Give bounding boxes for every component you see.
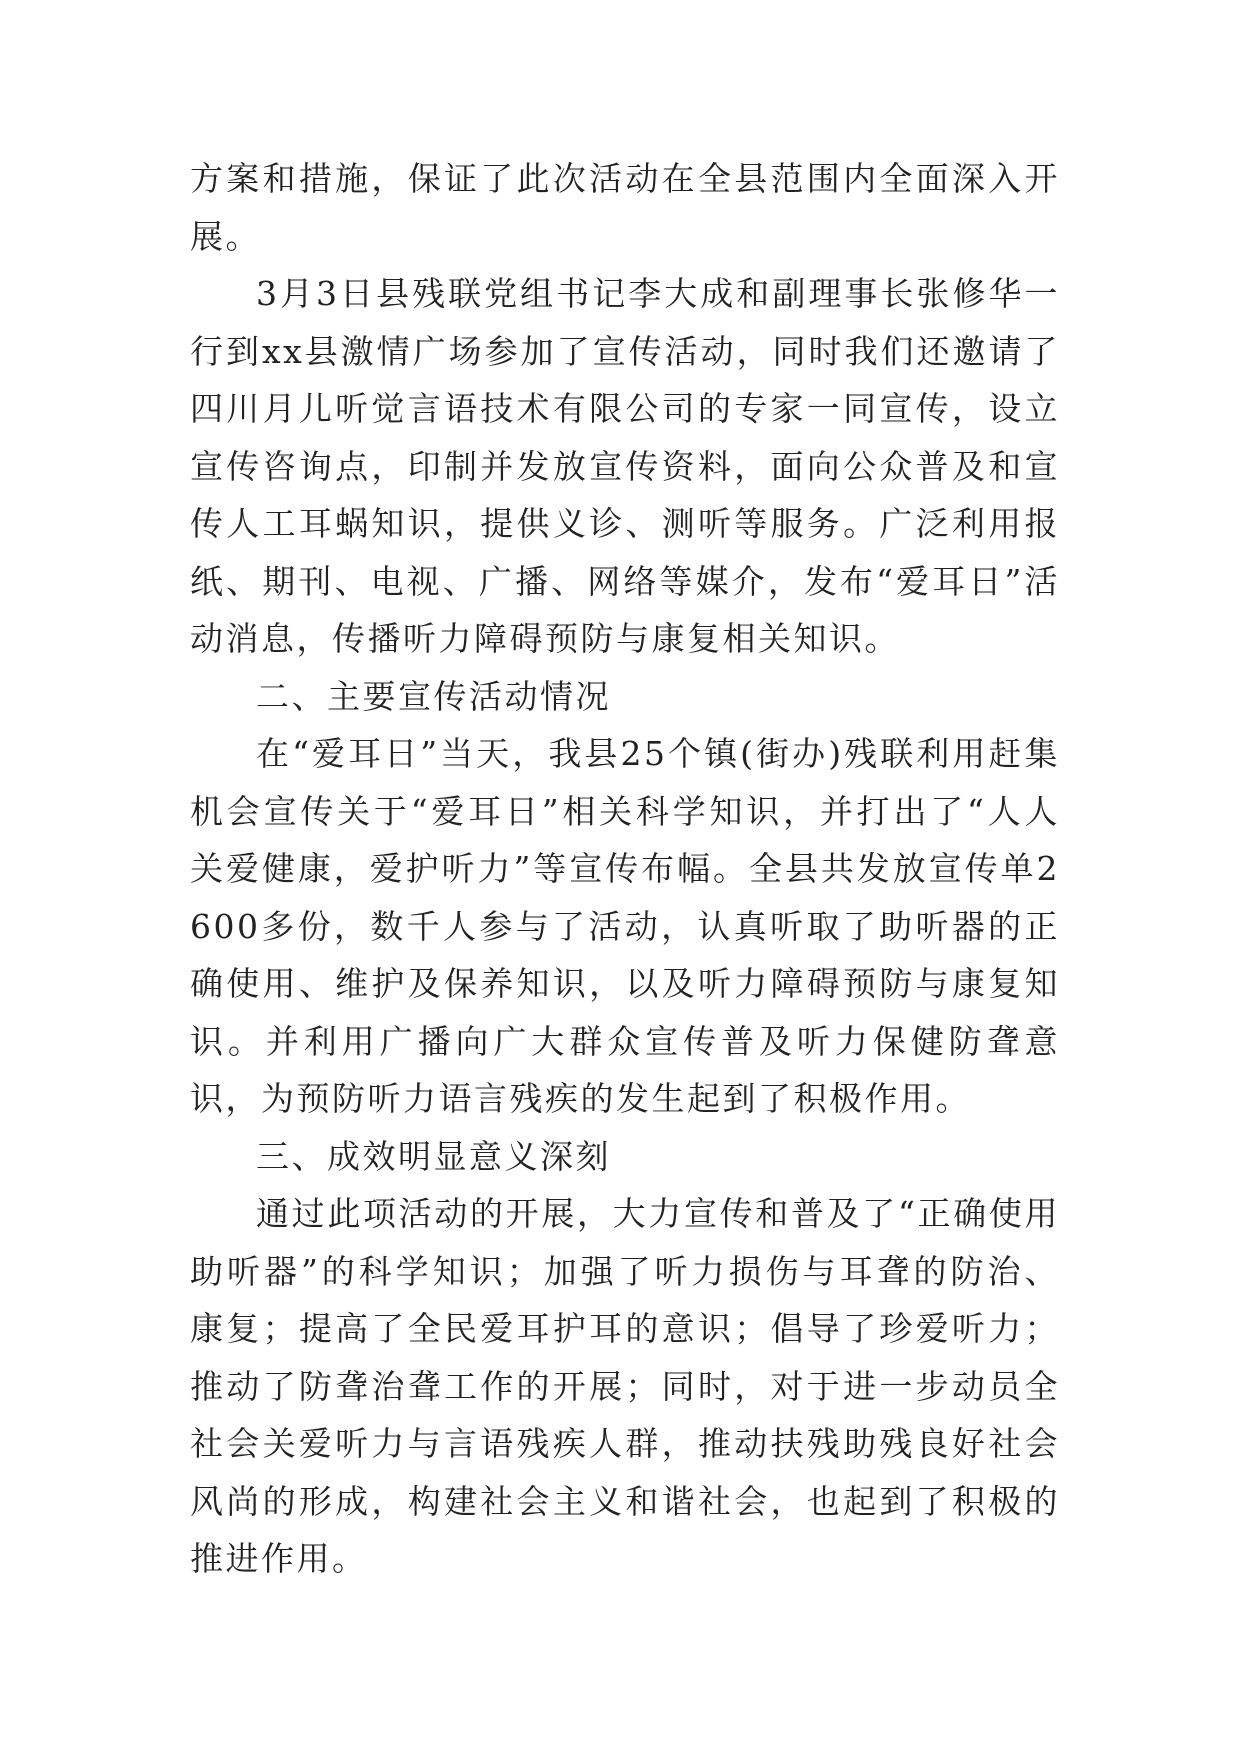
paragraph-continuation: 方案和措施，保证了此次活动在全县范围内全面深入开展。 — [190, 159, 1060, 256]
paragraph-results: 通过此项活动的开展，大力宣传和普及了“正确使用助听器”的科学知识；加强了听力损伤与耳聋的防治、康复；提高了全民爱耳护耳的意识；倡导了珍爱听力；推动了防聋治聋工作的开展；同时，对于进一步动员全社会关爱听力与言语残疾人群，推动扶残助残良好社会风尚的形成，构建社会主义和谐社会，也起到了积极的推进作用。 — [190, 1194, 1060, 1578]
document-body — [190, 150, 1060, 1588]
paragraph-ear-day-activities: 在“爱耳日”当天，我县25个镇(街办)残联利用赶集机会宣传关于“爱耳日”相关科学知识，并打出了“人人关爱健康，爱护听力”等宣传布幅。全县共发放宣传单2600多份，数千人参与了活动，认真听取了助听器的正确使用、维护及保养知识，以及听力障碍预防与康复知识。并利用广播向广大群众宣传普及听力保健防聋意识，为预防听力语言残疾的发生起到了积极作用。 — [190, 734, 1060, 1118]
paragraph-march-3-event: 3月3日县残联党组书记李大成和副理事长张修华一行到xx县激情广场参加了宣传活动，同时我们还邀请了四川月儿听觉言语技术有限公司的专家一同宣传，设立宣传咨询点，印制并发放宣传资料，面向公众普及和宣传人工耳蜗知识，提供义诊、测听等服务。广泛利用报纸、期刊、电视、广播、网络等媒介，发布“爱耳日”活动消息，传播听力障碍预防与康复相关知识。 — [190, 274, 1060, 658]
section-heading-results: 三、成效明显意义深刻 — [256, 1136, 611, 1176]
section-heading-main-activities: 二、主要宣传活动情况 — [256, 676, 611, 716]
